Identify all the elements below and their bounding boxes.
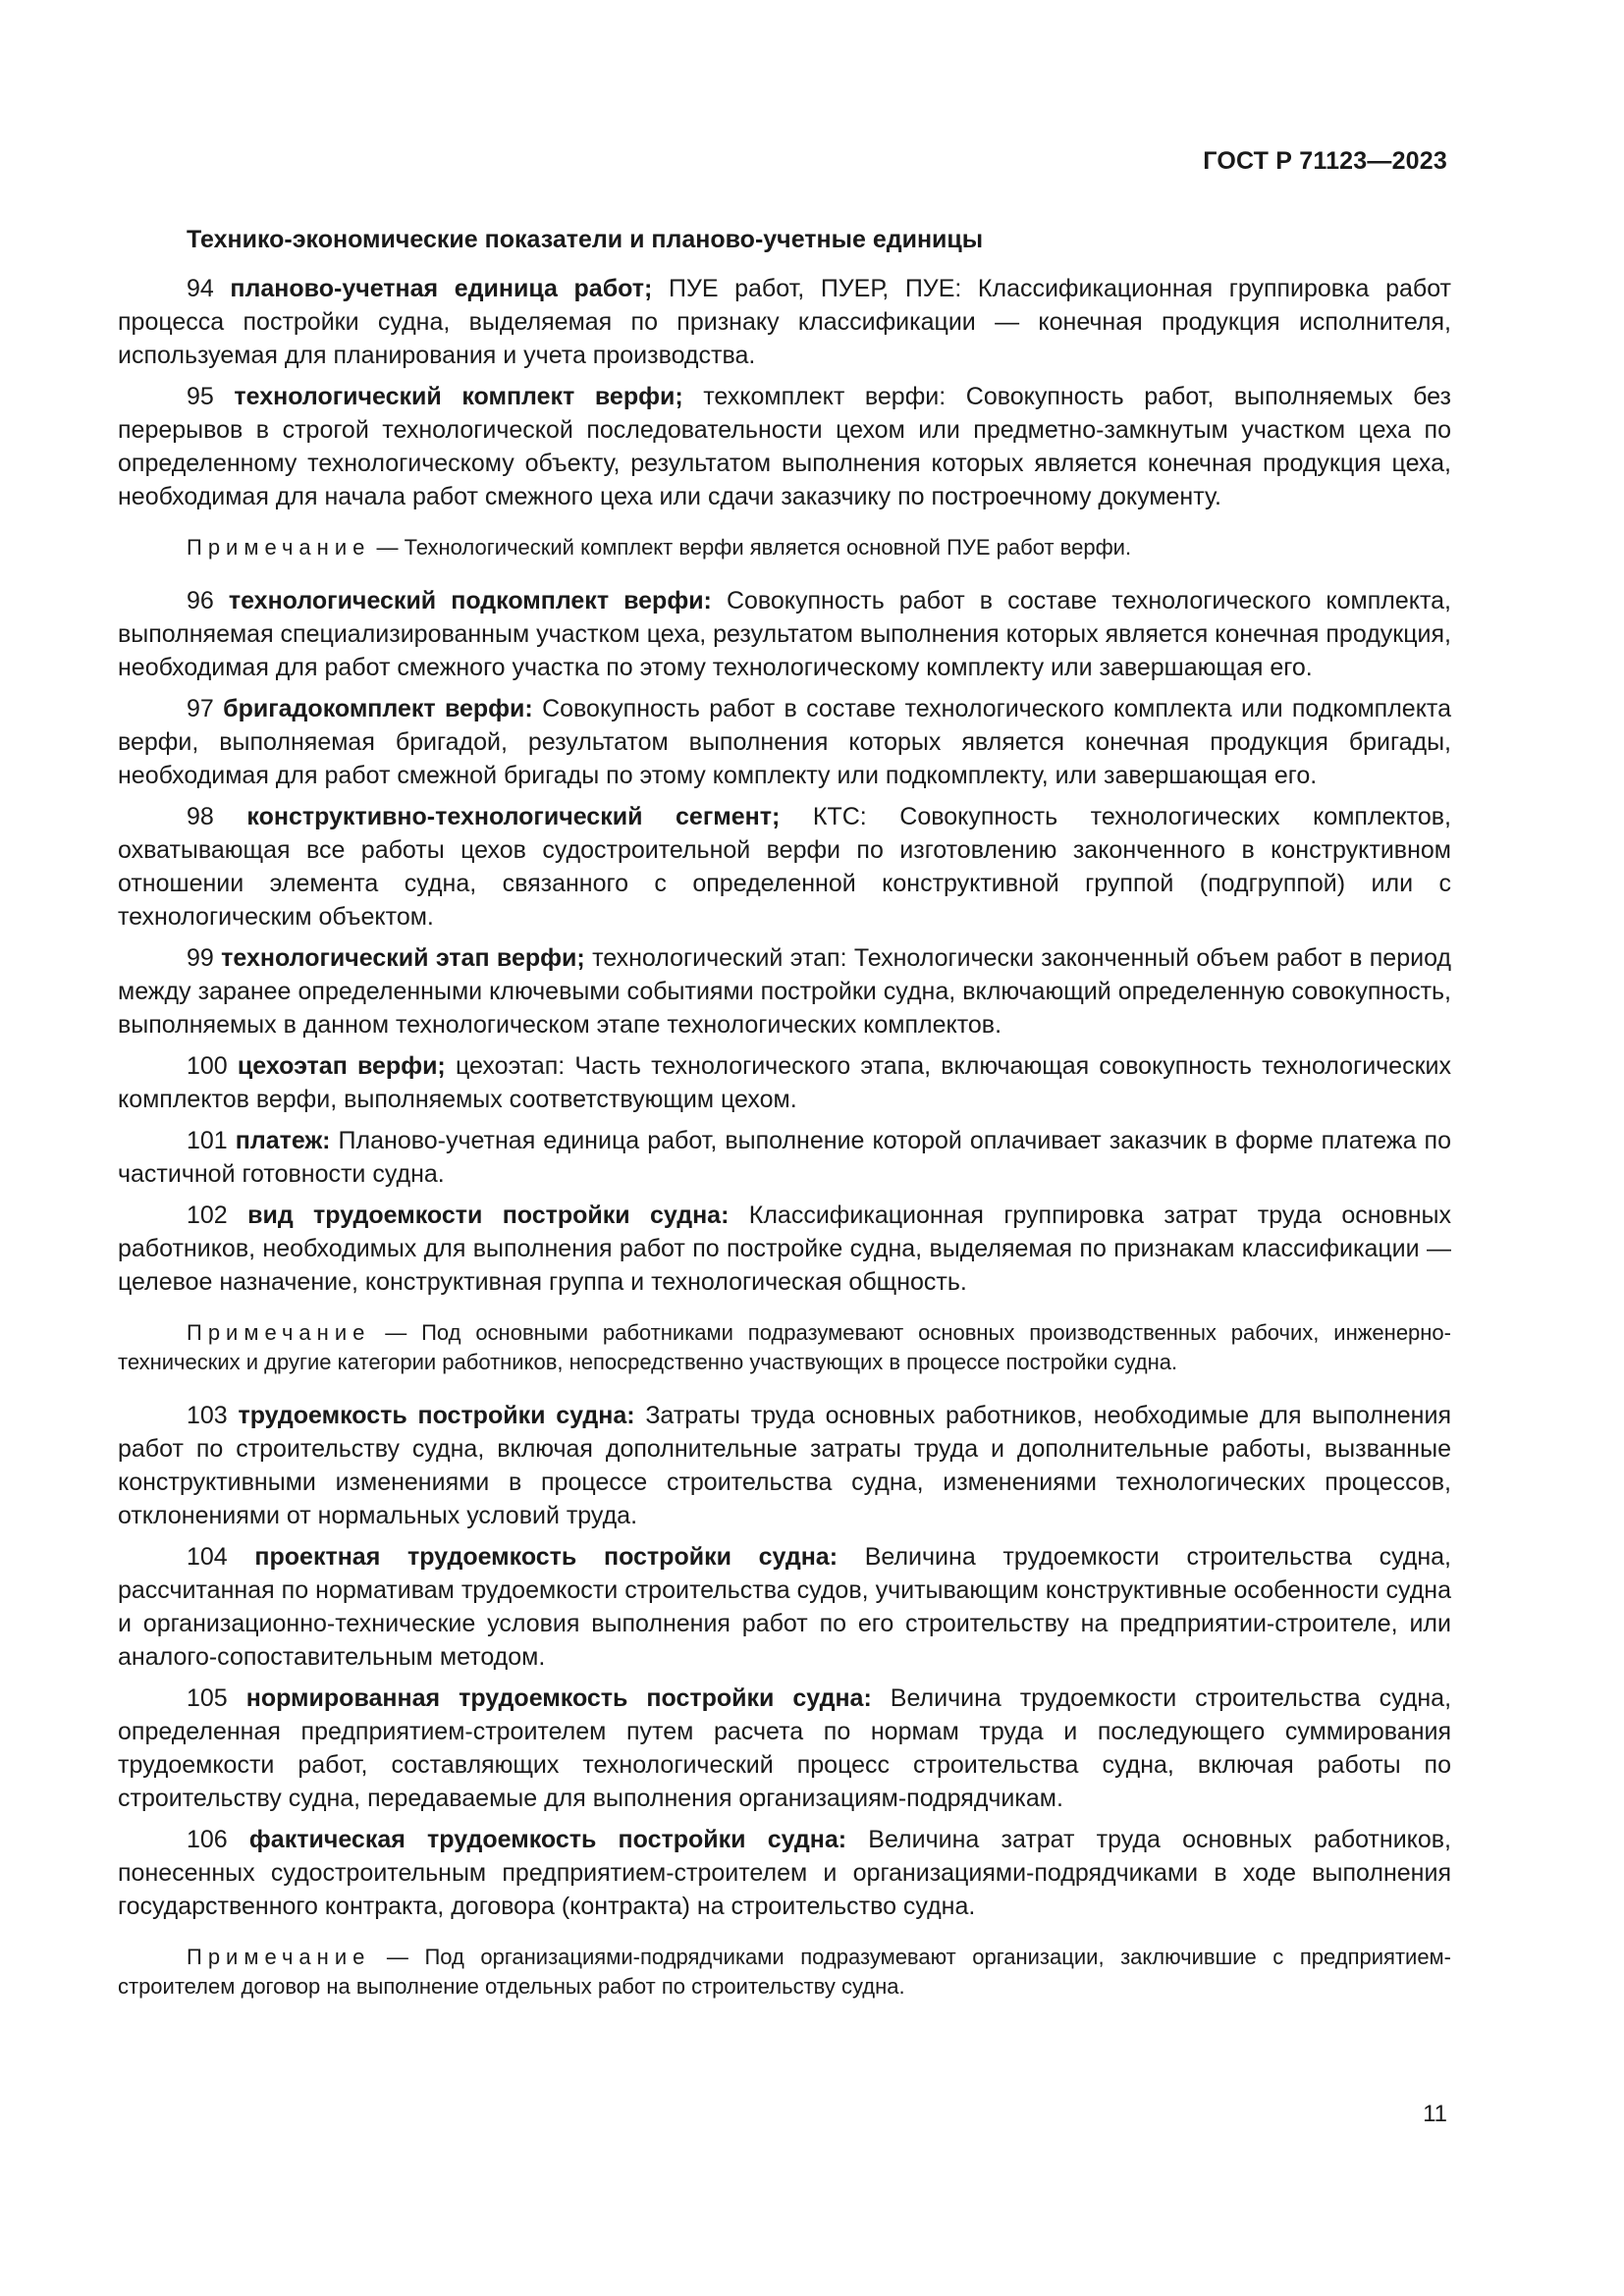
- term-entry: [118, 1682, 1451, 1815]
- term-entry: [118, 1199, 1451, 1299]
- term-definition: КТС: Совокупность технологических комплектов, охватывающая все работы цехов судостроительной верфи по изготовлению законченного в конструктивном отношении элемента судна, связанного с определенной конструктивной группой (подгруппой) или с технологическим объектом.: [118, 803, 1451, 931]
- term-definition: Классификационная группировка затрат труда основных работников, необходимых для выполнения работ по постройке судна, выделяемая по признакам классификации — целевое назначение, конструктивная группа и технологическая общность.: [118, 1201, 1452, 1296]
- note: Примечание — Под организациями-подрядчиками подразумевают организации, заключившие с предприятием-строителем договор на выполнение отдельных работ по строительству судна.: [118, 1945, 1451, 1999]
- term-name: нормированная трудоемкость постройки судна:: [245, 1684, 872, 1712]
- term-definition: Величина затрат труда основных работников, понесенных судостроительным предприятием-строителем и организациями-подрядчиками в ходе выполнения государственного контракта, договора (контракта) на строительство судна.: [118, 1826, 1452, 1920]
- note: Примечание — Технологический комплект верфи является основной ПУЕ работ верфи.: [187, 535, 1132, 560]
- term-entry: [118, 1823, 1451, 1923]
- term-name: платеж:: [235, 1127, 331, 1154]
- term-entry: [118, 800, 1451, 934]
- page-number: 11: [1423, 2101, 1447, 2127]
- term-list: [118, 272, 1451, 2002]
- term-name: вид трудоемкости постройки судна:: [247, 1201, 730, 1229]
- term-number: 99: [187, 944, 214, 972]
- term-name: технологический этап верфи;: [221, 944, 585, 972]
- term-entry: [118, 272, 1451, 372]
- term-definition: Планово-учетная единица работ, выполнение которой оплачивает заказчик в форме платежа по частичной готовности судна.: [118, 1127, 1451, 1188]
- term-entry: [118, 1049, 1451, 1116]
- term-entry: [118, 692, 1451, 792]
- term-name: планово-учетная единица работ;: [230, 275, 653, 302]
- document-header-id: ГОСТ Р 71123—2023: [1203, 147, 1447, 175]
- term-definition: Совокупность работ в составе технологического комплекта, выполняемая специализированным участком цеха, результатом выполнения которых является конечная продукция, необходимая для работ смежного участка по этому технологическому комплекту или завершающая его.: [118, 587, 1451, 681]
- term-name: бригадокомплект верфи:: [223, 695, 533, 722]
- term-definition: техкомплект верфи: Совокупность работ, выполняемых без перерывов в строгой технологической последовательности цехом или предметно-замкнутым участком цеха по определенному технологическому объекту, результатом выполнения которых является конечная продукция цеха, необходимая для начала работ смежного цеха или сдачи заказчику по построечному документу.: [118, 383, 1451, 510]
- term-name: трудоемкость постройки судна:: [238, 1402, 635, 1429]
- note-label: Примечание: [187, 1945, 371, 1969]
- term-definition: Величина трудоемкости строительства судна, рассчитанная по нормативам трудоемкости строительства судов, учитывающим конструктивные особенности судна и организационно-технические условия выполнения работ по его строительству на предприятии-строителе, или аналого-сопоставительным методом.: [118, 1543, 1451, 1671]
- term-number: 101: [187, 1127, 228, 1154]
- term-entry: [118, 380, 1451, 513]
- note: Примечание — Под основными работниками подразумевают основных производственных рабочих, инженерно-технических и другие категории работников, непосредственно участвующих в процессе постройки судна.: [118, 1320, 1451, 1374]
- term-definition: Совокупность работ в составе технологического комплекта или подкомплекта верфи, выполняемая бригадой, результатом выполнения которых является конечная продукция бригады, необходимая для работ смежной бригады по этому комплекту или подкомплекту, или завершающая его.: [118, 695, 1451, 789]
- term-number: 106: [187, 1826, 228, 1853]
- note-text: Под основными работниками подразумевают основных производственных рабочих, инженерно-технических и другие категории работников, непосредственно участвующих в процессе постройки судна.: [118, 1320, 1451, 1374]
- term-number: 94: [187, 275, 214, 302]
- section-title: Технико-экономические показатели и планово-учетные единицы: [187, 226, 984, 253]
- note-text: Технологический комплект верфи является основной ПУЕ работ верфи.: [404, 535, 1132, 560]
- term-definition: Величина трудоемкости строительства судна, определенная предприятием-строителем путем расчета по нормам труда и последующего суммирования трудоемкости работ, составляющих технологический процесс строительства судна, включая работы по строительству судна, передаваемые для выполнения организациям-подрядчикам.: [118, 1684, 1452, 1812]
- term-number: 105: [187, 1684, 228, 1712]
- term-number: 96: [187, 587, 214, 614]
- note-text: Под организациями-подрядчиками подразумевают организации, заключившие с предприятием-строителем договор на выполнение отдельных работ по строительству судна.: [118, 1945, 1451, 1999]
- term-entry: [118, 1540, 1451, 1674]
- term-number: 104: [187, 1543, 228, 1571]
- term-number: 98: [187, 803, 214, 830]
- term-entry: [118, 1399, 1451, 1532]
- term-number: 97: [187, 695, 214, 722]
- term-name: технологический подкомплект верфи:: [228, 587, 712, 614]
- term-number: 103: [187, 1402, 228, 1429]
- term-entry: [118, 941, 1451, 1041]
- term-name: проектная трудоемкость постройки судна:: [254, 1543, 839, 1571]
- term-definition: цехоэтап: Часть технологического этапа, включающая совокупность технологических комплектов верфи, выполняемых соответствующим цехом.: [118, 1052, 1451, 1113]
- term-number: 95: [187, 383, 214, 410]
- note-label: Примечание: [187, 535, 371, 560]
- term-entry: [118, 1124, 1451, 1191]
- term-definition: ПУЕ работ, ПУЕР, ПУЕ: Классификационная группировка работ процесса постройки судна, выделяемая по признаку классификации — конечная продукция исполнителя, используемая для планирования и учета производства.: [118, 275, 1451, 369]
- term-definition: Затраты труда основных работников, необходимые для выполнения работ по строительству судна, включая дополнительные затраты труда и дополнительные работы, вызванные конструктивными изменениями в процессе строительства судна, изменениями технологических процессов, отклонениями от нормальных условий труда.: [118, 1402, 1451, 1529]
- term-name: конструктивно-технологический сегмент;: [246, 803, 781, 830]
- term-number: 102: [187, 1201, 228, 1229]
- term-entry: [118, 584, 1451, 684]
- term-name: технологический комплект верфи;: [234, 383, 683, 410]
- term-name: цехоэтап верфи;: [237, 1052, 446, 1080]
- term-number: 100: [187, 1052, 228, 1080]
- term-definition: технологический этап: Технологически законченный объем работ в период между заранее определенными ключевыми событиями постройки судна, включающий определенную совокупность, выполняемых в данном технологическом этапе технологических комплектов.: [118, 944, 1452, 1039]
- note-label: Примечание: [187, 1320, 371, 1345]
- term-name: фактическая трудоемкость постройки судна:: [248, 1826, 847, 1853]
- document-body: [118, 226, 1451, 2023]
